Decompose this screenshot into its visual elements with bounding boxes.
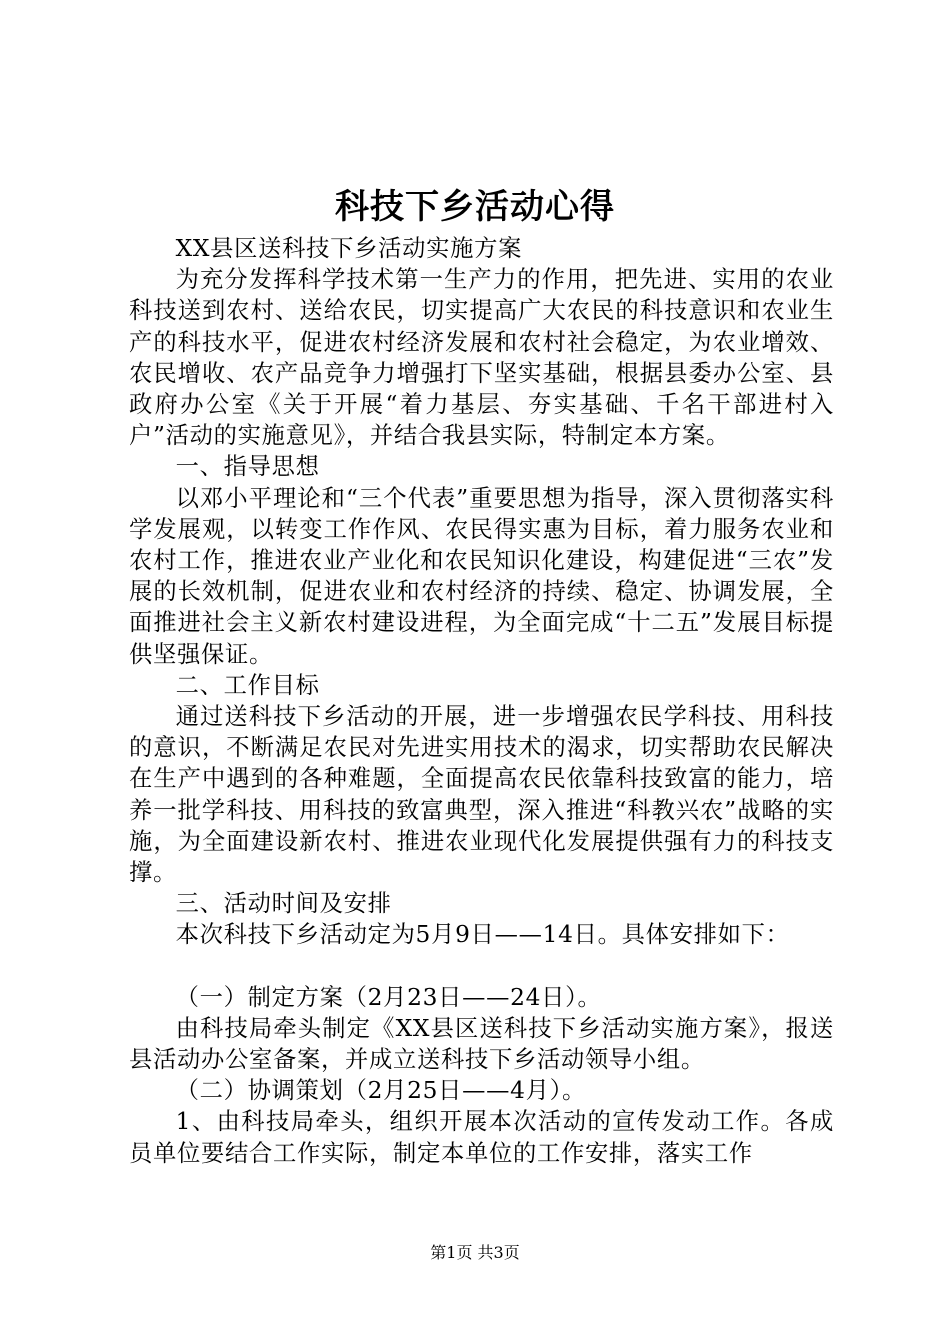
section-heading-guiding-ideology: 一、指导思想 bbox=[175, 453, 320, 481]
subsection-heading-plan: （一）制定方案（2月23日——24日）。 bbox=[175, 983, 602, 1011]
schedule-paragraph: 本次科技下乡活动定为5月9日——14日。具体安排如下： bbox=[175, 921, 790, 949]
page-footer: 第1页 共3页 bbox=[430, 1243, 520, 1262]
coordination-paragraph: 1、由科技局牵头，组织开展本次活动的宣传发动工作。各成员单位要结合工作实际，制定本单位的工作安排，落实工作 bbox=[129, 1108, 834, 1167]
subsection-heading-coordination: （二）协调策划（2月25日——4月）。 bbox=[175, 1077, 586, 1105]
plan-heading: XX县区送科技下乡活动实施方案 bbox=[175, 235, 523, 262]
document-title: 科技下乡活动心得 bbox=[335, 187, 615, 227]
section-heading-schedule: 三、活动时间及安排 bbox=[175, 890, 392, 918]
intro-paragraph: 为充分发挥科学技术第一生产力的作用，把先进、实用的农业科技送到农村、送给农民，切实提高广大农民的科技意识和农业生产的科技水平，促进农村经济发展和农村社会稳定，为农业增效、农民增收、农产品竞争力增强打下坚实基础，根据县委办公室、县政府办公室《关于开展“着力基层、夯实基础、千名干部进村入户”活动的实施意见》，并结合我县实际，特制定本方案。 bbox=[129, 266, 834, 450]
plan-paragraph: 由科技局牵头制定《XX县区送科技下乡活动实施方案》，报送县活动办公室备案，并成立送科技下乡活动领导小组。 bbox=[129, 1014, 834, 1074]
section-heading-work-goals: 二、工作目标 bbox=[175, 671, 320, 699]
work-goals-paragraph: 通过送科技下乡活动的开展，进一步增强农民学科技、用科技的意识，不断满足农民对先进实用技术的渴求，切实帮助农民解决在生产中遇到的各种难题，全面提高农民依靠科技致富的能力，培养一批学科技、用科技的致富典型，深入推进“科教兴农”战略的实施，为全面建设新农村、推进农业现代化发展提供强有力的科技支撑。 bbox=[129, 703, 834, 887]
guiding-ideology-paragraph: 以邓小平理论和“三个代表”重要思想为指导，深入贯彻落实科学发展观，以转变工作作风、农民得实惠为目标，着力服务农业和农村工作，推进农业产业化和农民知识化建设，构建促进“三农”发展的长效机制，促进农业和农村经济的持续、稳定、协调发展，全面推进社会主义新农村建设进程，为全面完成“十二五”发展目标提供坚强保证。 bbox=[129, 484, 834, 668]
document-body bbox=[129, 233, 834, 1169]
